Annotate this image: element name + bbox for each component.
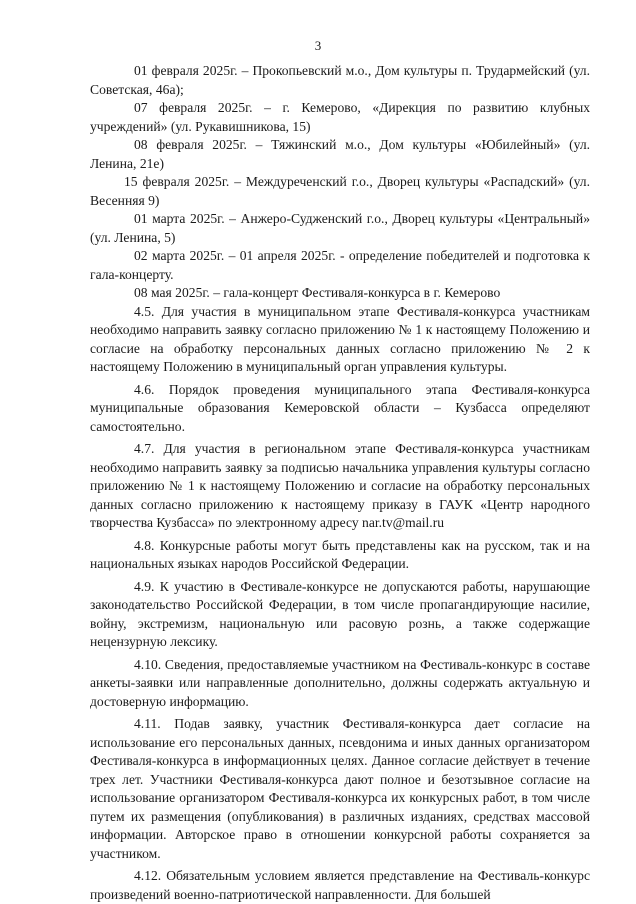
page-number: 3 [0,38,636,54]
schedule-item: 07 февраля 2025г. – г. Кемерово, «Дирекция по развитию клубных учреждений» (ул. Рукавишникова, 15) [90,99,590,136]
schedule-item: 01 марта 2025г. – Анжеро-Судженский г.о., Дворец культуры «Центральный» (ул. Ленина, 5) [90,210,590,247]
clause-list [90,303,590,904]
clause-4-6: 4.6. Порядок проведения муниципального этапа Фестиваля-конкурса муниципальные образования Кемеровской области – Кузбасса определяют самостоятельно. [90,381,590,437]
schedule-list [90,62,590,303]
schedule-item: 08 мая 2025г. – гала-концерт Фестиваля-конкурса в г. Кемерово [90,284,590,303]
schedule-item: 08 февраля 2025г. – Тяжинский м.о., Дом культуры «Юбилейный» (ул. Ленина, 21е) [90,136,590,173]
clause-4-8: 4.8. Конкурсные работы могут быть представлены как на русском, так и на национальных языках народов Российской Федерации. [90,537,590,574]
schedule-item: 01 февраля 2025г. – Прокопьевский м.о., Дом культуры п. Трудармейский (ул. Советская, 46а); [90,62,590,99]
clause-4-5: 4.5. Для участия в муниципальном этапе Фестиваля-конкурса участникам необходимо направить заявку согласно приложению № 1 к настоящему Положению и согласие на обработку персональных данных согласно приложению № 2 к настоящему Положению в муниципальный орган управления культуры. [90,303,590,377]
clause-4-11: 4.11. Подав заявку, участник Фестиваля-конкурса дает согласие на использование его персональных данных, псевдонима и иных данных организатором Фестиваля-конкурса в информационных целях. Данное согласие действует в течение трех лет. Участники Фестиваля-конкурса дают полное и безотзывное согласие на использование организатором Фестиваля-конкурса их конкурсных работ, в том числе путем их размещения (опубликования) в различных изданиях, средствах массовой информации. Авторское право в отношении конкурсной работы сохраняется за участником. [90,715,590,863]
schedule-item: 15 февраля 2025г. – Междуреченский г.о., Дворец культуры «Распадский» (ул. Весенняя 9) [90,173,590,210]
clause-4-9: 4.9. К участию в Фестивале-конкурсе не допускаются работы, нарушающие законодательство Российской Федерации, в том числе пропагандирующие насилие, войну, экстремизм, национальную или расовую рознь, а также содержащие нецензурную лексику. [90,578,590,652]
schedule-item: 02 марта 2025г. – 01 апреля 2025г. - определение победителей и подготовка к гала-концерту. [90,247,590,284]
clause-4-7: 4.7. Для участия в региональном этапе Фестиваля-конкурса участникам необходимо направить заявку за подписью начальника управления культуры согласно приложению № 1 к настоящему Положению и согласие на обработку персональных данных согласно приложению к настоящему приказу в ГАУК «Центр народного творчества Кузбасса» по электронному адресу nar.tv@mail.ru [90,440,590,533]
document-body [90,62,590,904]
clause-4-10: 4.10. Сведения, предоставляемые участником на Фестиваль-конкурс в составе анкеты-заявки или направленные дополнительно, должны содержать актуальную и достоверную информацию. [90,656,590,712]
clause-4-12: 4.12. Обязательным условием является представление на Фестиваль-конкурс произведений военно-патриотической направленности. Для большей [90,867,590,904]
